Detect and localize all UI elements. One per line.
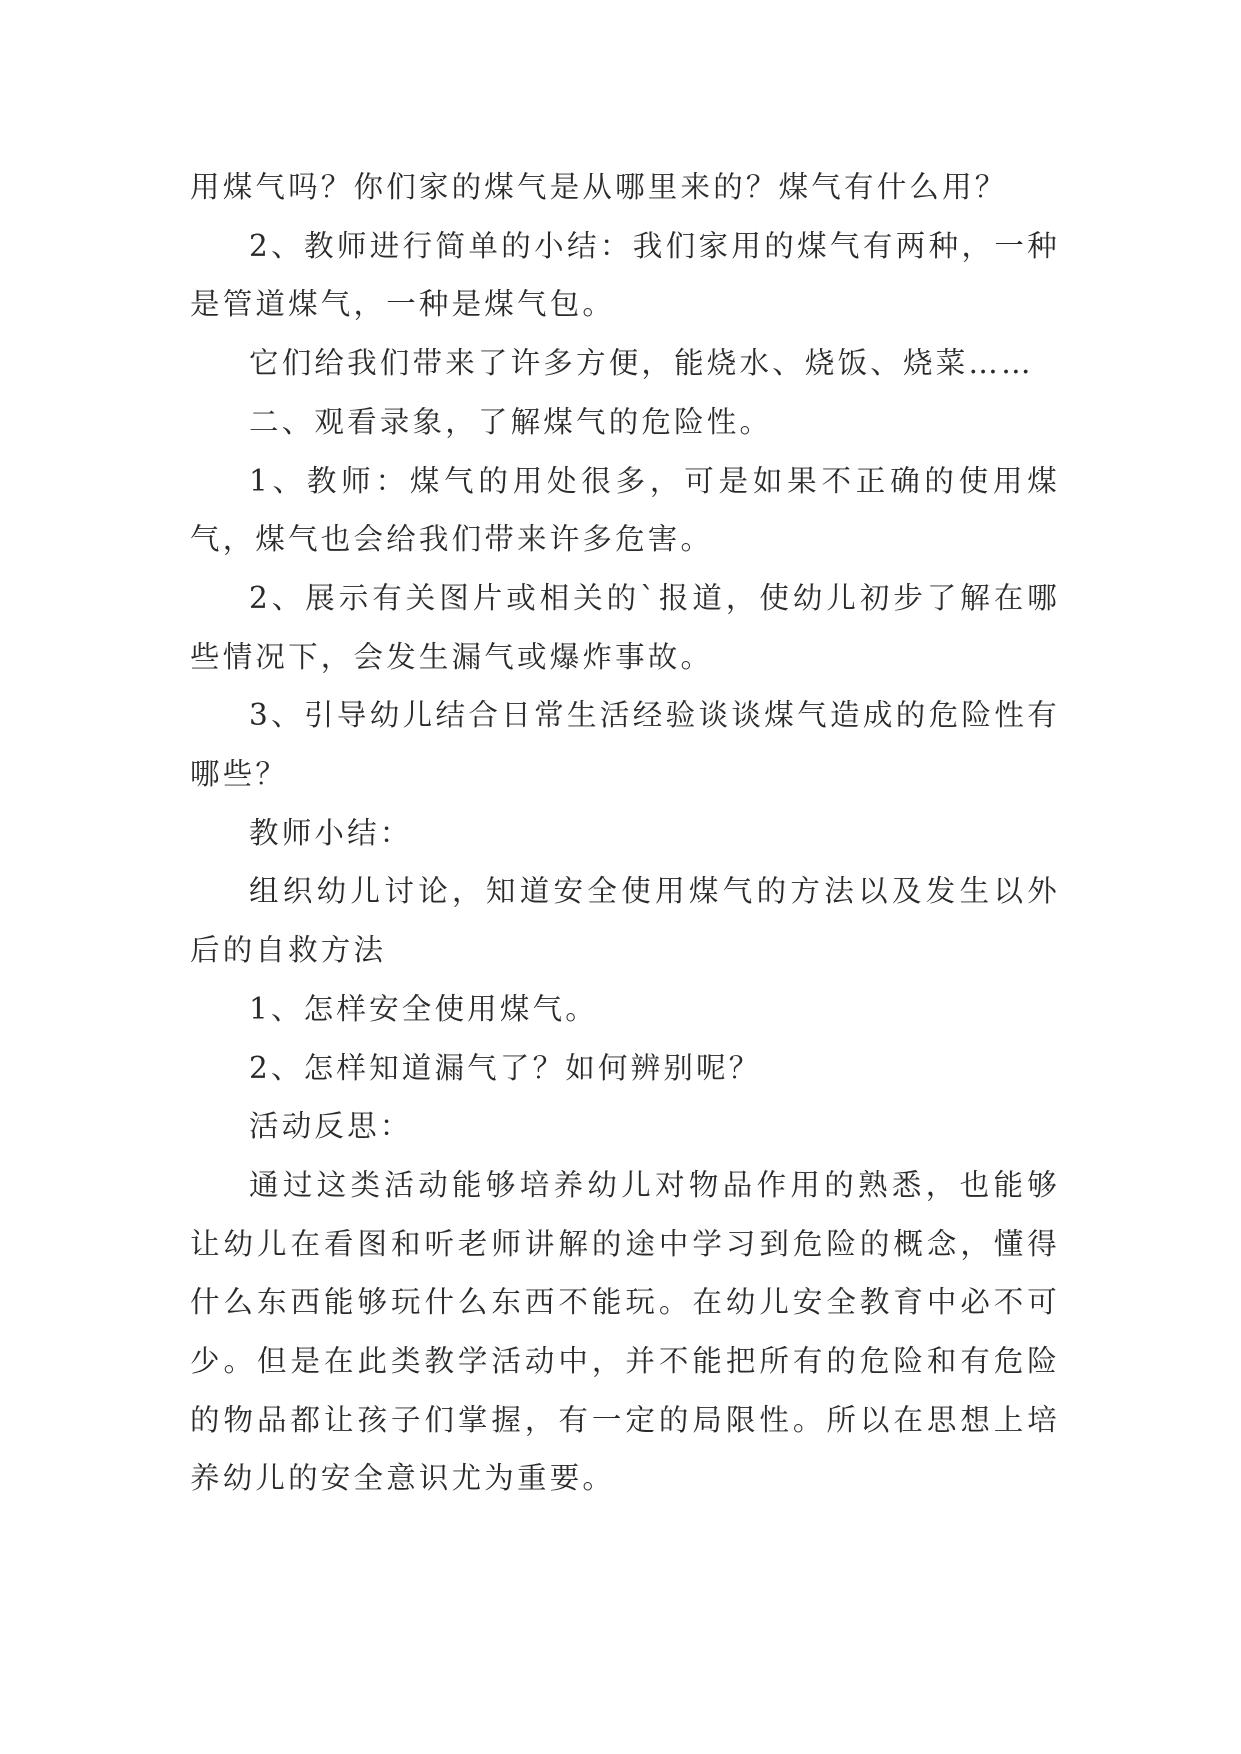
paragraph-9: 组织幼儿讨论，知道安全使用煤气的方法以及发生以外后的自救方法 [190,874,1060,968]
paragraph-8: 教师小结： [249,815,413,850]
paragraph-12: 活动反思： [249,1109,413,1144]
paragraph-7: 3、引导幼儿结合日常生活经验谈谈煤气造成的危险性有哪些？ [190,698,1060,792]
paragraph-6: 2、展示有关图片或相关的`报道，使幼儿初步了解在哪些情况下，会发生漏气或爆炸事故。 [190,580,1060,674]
paragraph-13: 通过这类活动能够培养幼儿对物品作用的熟悉，也能够让幼儿在看图和听老师讲解的途中学习到危险的概念，懂得什么东西能够玩什么东西不能玩。在幼儿安全教育中必不可少。但是在此类教学活动中，并不能把所有的危险和有危险的物品都让孩子们掌握，有一定的局限性。所以在思想上培养幼儿的安全意识尤为重要。 [190,1167,1060,1496]
body-text [190,158,1060,1508]
paragraph-2: 2、教师进行简单的小结：我们家用的煤气有两种，一种是管道煤气，一种是煤气包。 [190,228,1060,322]
paragraph-1: 用煤气吗？你们家的煤气是从哪里来的？煤气有什么用？ [190,170,1008,204]
paragraph-3: 它们给我们带来了许多方便，能烧水、烧饭、烧菜…… [249,346,1034,381]
paragraph-5: 1、教师：煤气的用处很多，可是如果不正确的使用煤气，煤气也会给我们带来许多危害。 [190,463,1060,557]
paragraph-4: 二、观看录象，了解煤气的危险性。 [249,404,773,439]
paragraph-10: 1、怎样安全使用煤气。 [249,991,598,1026]
paragraph-11: 2、怎样知道漏气了？如何辨别呢？ [249,1050,762,1085]
